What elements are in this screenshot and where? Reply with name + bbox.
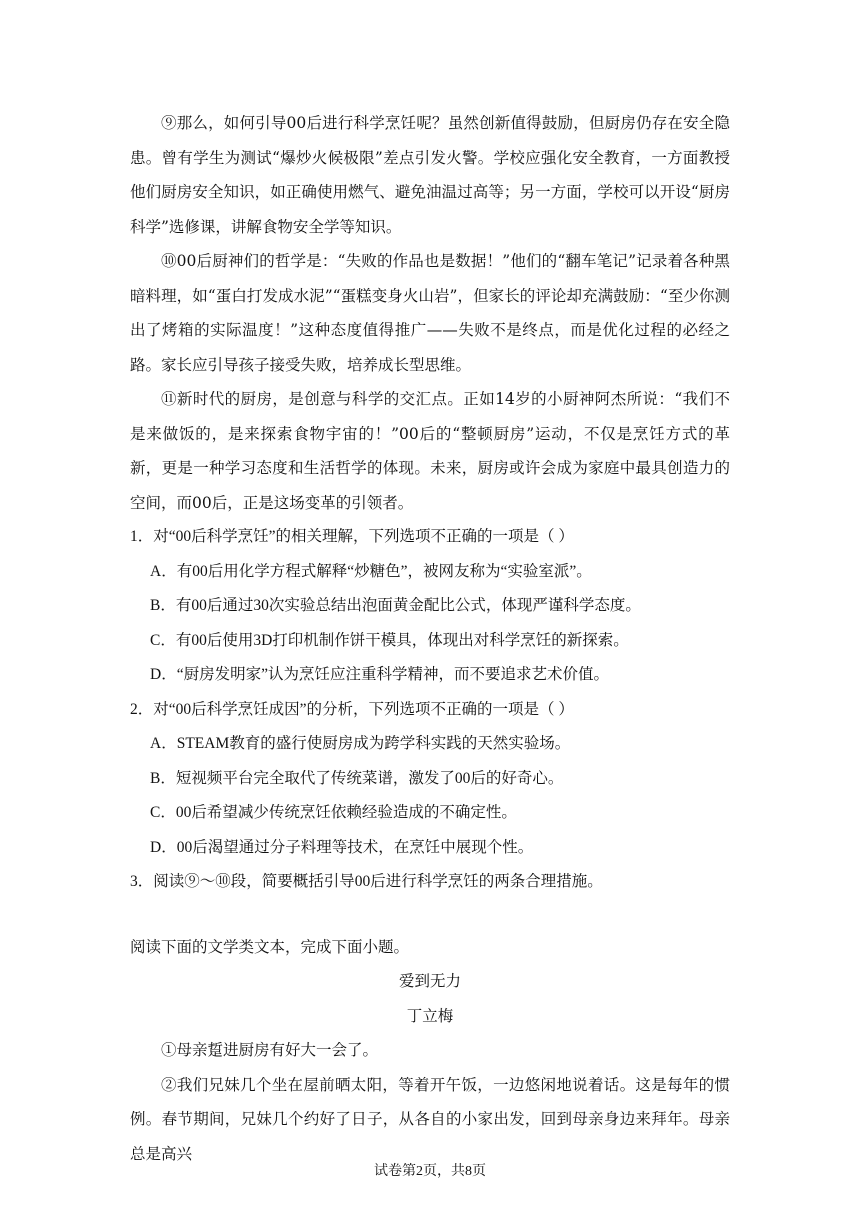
story-author: 丁立梅 xyxy=(406,1006,454,1025)
story-title: 爱到无力 xyxy=(398,972,461,990)
section-intro: 阅读下面的文学类文本，完成下面小题。 xyxy=(130,937,410,956)
question-3-stem: 3．阅读⑨～⑩段，简要概括引导00后进行科学烹饪的两条合理措施。 xyxy=(130,873,603,890)
question-2-stem: 2．对“00后科学烹饪成因”的分析，下列选项不正确的一项是（ ） xyxy=(130,700,574,718)
section-gap xyxy=(130,900,730,930)
story-paragraph-1: ①母亲踅进厨房有好大一会了。 xyxy=(161,1041,379,1059)
paragraph-9: ⑨那么，如何引导00后进行科学烹饪呢？虽然创新值得鼓励，但厨房仍存在安全隐患。曾有学生为测试“爆炒火候极限”差点引发火警。学校应强化安全教育，一方面教授他们厨房安全知识，如正确使用燃气、避免油温过高等；另一方面，学校可以开设“厨房科学”选修课，讲解食物安全学等知识。 xyxy=(130,114,730,236)
question-2-option-c: C．00后希望减少传统烹饪依赖经验造成的不确定性。 xyxy=(150,804,517,821)
question-1-option-d: D．“厨房发明家”认为烹饪应注重科学精神，而不要追求艺术价值。 xyxy=(150,666,609,683)
page-footer: 试卷第2页，共8页 xyxy=(374,1164,486,1179)
story-paragraph-2: ②我们兄妹几个坐在屋前晒太阳，等着开午饭，一边悠闲地说着话。这是每年的惯例。春节期间，兄妹几个约好了日子，从各自的小家出发，回到母亲身边来拜年。母亲总是高兴 xyxy=(130,1075,730,1163)
question-1-option-c: C．有00后使用3D打印机制作饼干模具，体现出对科学烹饪的新探索。 xyxy=(150,631,629,649)
question-1-option-a: A．有00后用化学方程式解释“炒糖色”，被网友称为“实验室派”。 xyxy=(150,562,592,580)
question-2-option-a: A．STEAM教育的盛行使厨房成为跨学科实践的天然实验场。 xyxy=(150,735,571,752)
question-2-option-b: B．短视频平台完全取代了传统菜谱，激发了00后的好奇心。 xyxy=(150,769,564,787)
paragraph-10: ⑩00后厨神们的哲学是：“失败的作品也是数据！”他们的“翻车笔记”记录着各种黑暗料理，如“蛋白打发成水泥”“蛋糕变身火山岩”，但家长的评论却充满鼓励：“至少你测出了烤箱的实际温度！”这种态度值得推广——失败不是终点，而是优化过程的必经之路。家长应引导孩子接受失败，培养成长型思维。 xyxy=(130,252,730,374)
paragraph-11: ⑪新时代的厨房，是创意与科学的交汇点。正如14岁的小厨神阿杰所说：“我们不是来做饭的，是来探索食物宇宙的！”00后的“整顿厨房”运动，不仅是烹饪方式的革新，更是一种学习态度和生活哲学的体现。未来，厨房或许会成为家庭中最具创造力的空间，而00后，正是这场变革的引领者。 xyxy=(130,390,730,512)
question-1-option-b: B．有00后通过30次实验总结出泡面黄金配比公式，体现严谨科学态度。 xyxy=(150,597,641,614)
question-2-option-d: D．00后渴望通过分子料理等技术，在烹饪中展现个性。 xyxy=(150,838,534,856)
question-1-stem: 1．对“00后科学烹饪”的相关理解，下列选项不正确的一项是（ ） xyxy=(130,528,574,545)
page-content xyxy=(130,106,730,1171)
